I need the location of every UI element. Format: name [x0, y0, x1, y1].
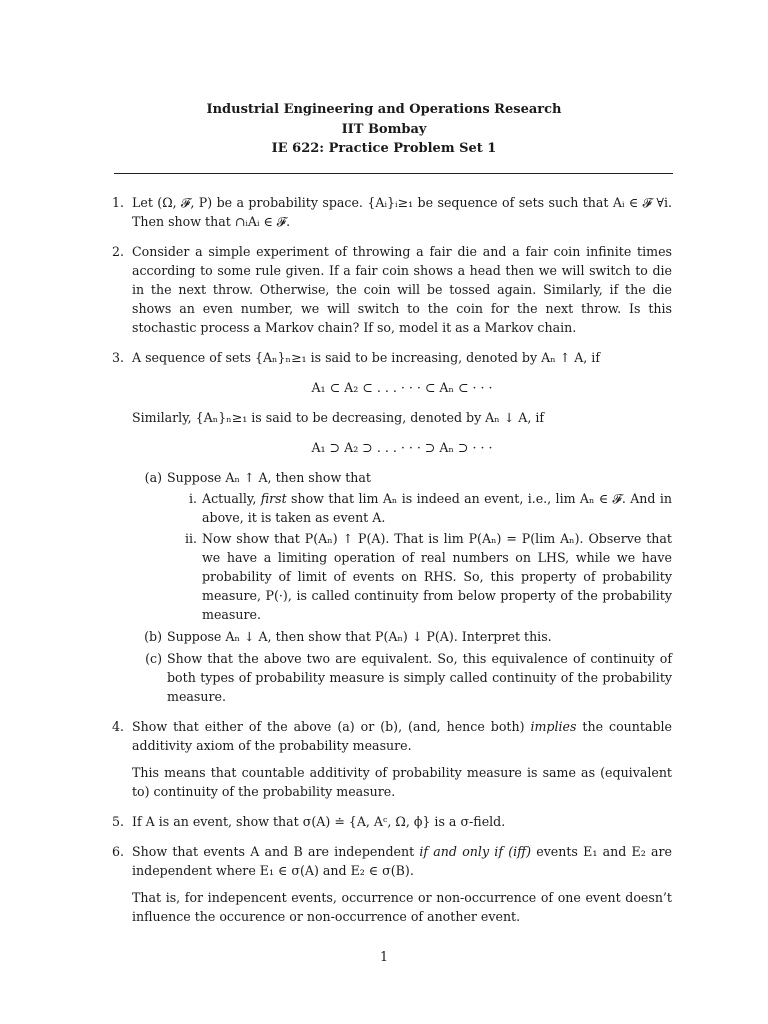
subpart-b	[132, 627, 672, 646]
problem-2	[112, 242, 672, 337]
problem-3	[112, 348, 672, 706]
problem-text: Show that either of the above (a) or (b), (and, hence both) implies the countable additivity axiom of the probability measure.	[132, 719, 672, 753]
problem-text: Consider a simple experiment of throwing a fair die and a fair coin infinite times according to some rule given. If a fair coin shows a head then we will switch to die in the next throw. Otherwise, the coin will be tossed again. Similarly, if the die shows an even number, we will switch to the coin for the next throw. Is this stochastic process a Markov chain? If so, model it as a Markov chain.	[132, 244, 672, 335]
problem-4	[112, 717, 672, 801]
subpart-label: ii.	[184, 531, 197, 546]
subpart-a-i	[167, 489, 672, 527]
subpart-a-ii	[167, 529, 672, 624]
subpart-label: (c)	[145, 651, 162, 666]
problem-text: If A is an event, show that σ(A) ≐ {A, Aᶜ, Ω, ϕ} is a σ-field.	[132, 814, 506, 829]
problem-number: 4.	[112, 719, 125, 734]
subpart-a	[132, 468, 672, 624]
subpart-text: Show that the above two are equivalent. So, this equivalence of continuity of both types of probability measure is simply called continuity of the probability measure.	[167, 651, 672, 704]
emphasis-text: if and only if (iff)	[419, 844, 531, 859]
subpart-label: (a)	[144, 470, 162, 485]
emphasis-text: first	[260, 491, 287, 506]
page-number: 1	[379, 949, 388, 964]
problem-note: That is, for indepencent events, occurrence or non-occurrence of one event doesn’t influence the occurence or non-occurrence of another event.	[132, 890, 672, 924]
problem-mid-text: Similarly, {Aₙ}ₙ≥₁ is said to be decreasing, denoted by Aₙ ↓ A, if	[132, 410, 545, 425]
subpart-label: (b)	[144, 629, 162, 644]
problem-number: 6.	[112, 844, 125, 859]
subpart-text: Suppose Aₙ ↓ A, then show that P(Aₙ) ↓ P(A). Interpret this.	[167, 629, 552, 644]
problem-text: Let (Ω, 𝓕, P) be a probability space. {Aᵢ}ᵢ≥₁ be sequence of sets such that Aᵢ ∈ 𝓕 ∀i. Then show that ∩ᵢAᵢ ∈ 𝓕.	[132, 195, 672, 229]
subpart-c	[132, 649, 672, 706]
problem-intro: A sequence of sets {Aₙ}ₙ≥₁ is said to be increasing, denoted by Aₙ ↑ A, if	[132, 350, 600, 365]
problem-number: 1.	[112, 195, 125, 210]
document-header	[0, 100, 768, 159]
problem-note: This means that countable additivity of probability measure is same as (equivalent to) continuity of the probability measure.	[132, 765, 672, 799]
department-title: Industrial Engineering and Operations Research	[206, 102, 562, 117]
problem-number: 2.	[112, 244, 125, 259]
problem-text: Show that events A and B are independent if and only if (iff) events E₁ and E₂ are independent where E₁ ∈ σ(A) and E₂ ∈ σ(B).	[132, 844, 672, 878]
course-title: IE 622: Practice Problem Set 1	[271, 141, 497, 156]
problem-number: 3.	[112, 350, 125, 365]
institute-title: IIT Bombay	[341, 121, 427, 137]
subpart-text: Now show that P(Aₙ) ↑ P(A). That is lim P(Aₙ) = P(lim Aₙ). Observe that we have a limiting operation of real numbers on LHS, while we have probability of limit of events on RHS. So, this property of probability measure, P(·), is called continuity from below property of the probability measure.	[202, 531, 672, 622]
problem-list	[112, 193, 672, 937]
problem-6	[112, 842, 672, 926]
problem-1	[112, 193, 672, 231]
subpart-text: Actually, first show that lim Aₙ is indeed an event, i.e., lim Aₙ ∈ 𝓕. And in above, it is taken as event A.	[202, 491, 672, 525]
subpart-label: i.	[188, 491, 197, 506]
emphasis-text: implies	[530, 719, 577, 734]
header-divider	[114, 173, 673, 174]
decreasing-sequence-formula: A₁ ⊃ A₂ ⊃ . . . · · · ⊃ Aₙ ⊃ · · ·	[311, 440, 493, 455]
problem-number: 5.	[112, 814, 125, 829]
subpart-text: Suppose Aₙ ↑ A, then show that	[167, 470, 371, 485]
problem-5	[112, 812, 672, 831]
increasing-sequence-formula: A₁ ⊂ A₂ ⊂ . . . · · · ⊂ Aₙ ⊂ · · ·	[311, 380, 493, 395]
